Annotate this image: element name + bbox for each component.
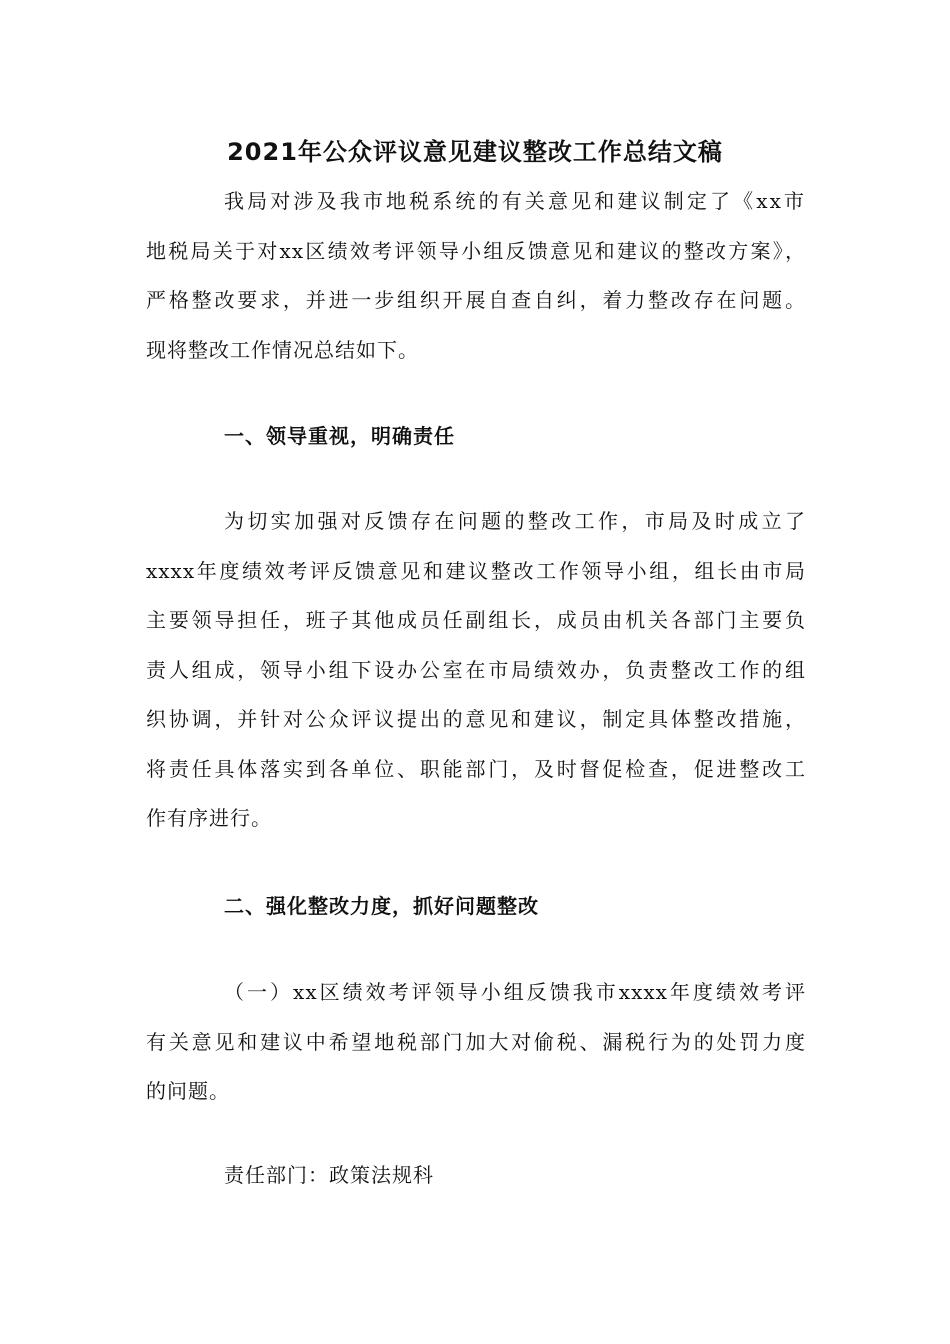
intro-line-4: 现将整改工作情况总结如下。: [146, 337, 419, 362]
section2-item1-line-3: 的问题。: [146, 1079, 230, 1103]
section1-line-5: 织协调，并针对公众评议提出的意见和建议，制定具体整改措施，: [146, 707, 806, 731]
section1-line-2: xxxx年度绩效考评反馈意见和建议整改工作领导小组，组长由市局: [146, 558, 806, 583]
intro-paragraph: [146, 177, 806, 375]
section1-line-6: 将责任具体落实到各单位、职能部门，及时督促检查，促进整改工: [146, 756, 806, 781]
section1-heading: 一、领导重视，明确责任: [224, 424, 455, 448]
section2-item1-line-1: （一）xx区绩效考评领导小组反馈我市xxxx年度绩效考评: [224, 980, 806, 1004]
section1-line-1: 为切实加强对反馈存在问题的整改工作，市局及时成立了: [224, 509, 806, 533]
section1-paragraph: [146, 497, 806, 844]
section1-line-4: 责人组成，领导小组下设办公室在市局绩效办，负责整改工作的组: [146, 657, 806, 682]
section1-line-7: 作有序进行。: [146, 806, 272, 830]
responsible-department: 责任部门：政策法规科: [224, 1163, 434, 1187]
section2-item1-paragraph: [146, 968, 806, 1117]
intro-line-2: 地税局关于对xx区绩效考评领导小组反馈意见和建议的整改方案》，: [146, 238, 806, 263]
intro-line-1: 我局对涉及我市地税系统的有关意见和建议制定了《xx市: [224, 189, 806, 213]
section1-line-3: 主要领导担任，班子其他成员任副组长，成员由机关各部门主要负: [146, 608, 806, 632]
intro-line-3: 严格整改要求，并进一步组织开展自查自纠，着力整改存在问题。: [146, 288, 806, 312]
section2-heading: 二、强化整改力度，抓好问题整改: [224, 894, 539, 918]
section2-item1-line-2: 有关意见和建议中希望地税部门加大对偷税、漏税行为的处罚力度: [146, 1029, 806, 1054]
document-title: 2021年公众评议意见建议整改工作总结文稿: [227, 138, 723, 166]
